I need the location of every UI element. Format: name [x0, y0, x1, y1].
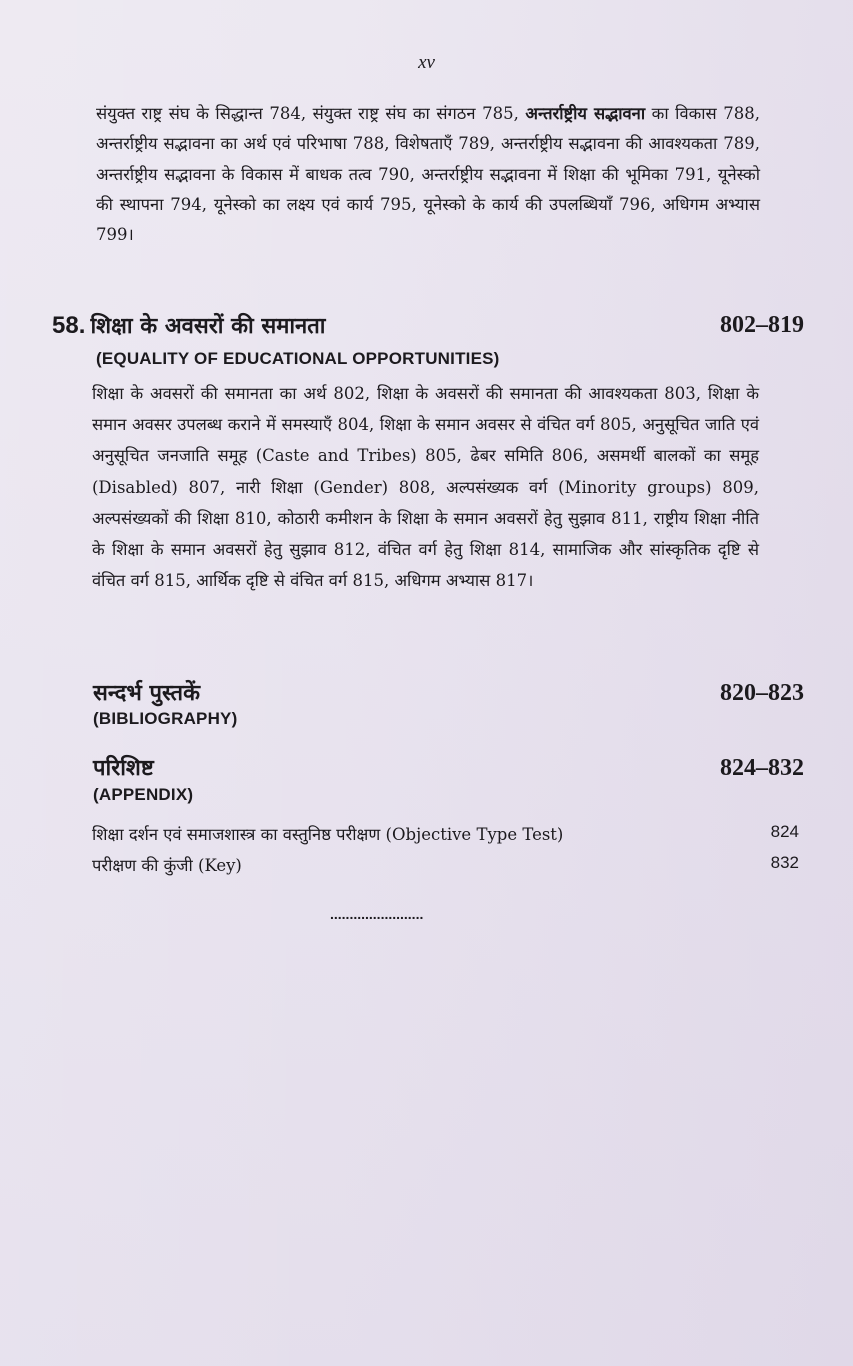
- chapter-description: शिक्षा के अवसरों की समानता का अर्थ 802, शिक्षा के अवसरों की समानता की आवश्यकता 803, शिक्षा के समान अवसर उपलब्ध कराने में समस्याएँ 804, शिक्षा के समान अवसर से वंचित वर्ग 805, अनुसूचित जाति एवं अनुसूचित जनजाति समूह (Caste and Tribes) 805, ढेबर समिति 806, असमर्थी बालकों का समूह (Disabled) 807, नारी शिक्षा (Gender) 808, अल्पसंख्यक वर्ग (Minority groups) 809, अल्पसंख्यकों की शिक्षा 810, कोठारी कमीशन के शिक्षा के समान अवसरों हेतु सुझाव 811, राष्ट्रीय शिक्षा नीति के शिक्षा के समान अवसरों हेतु सुझाव 812, वंचित वर्ग हेतु शिक्षा 814, सामाजिक और सांस्कृतिक दृष्टि से वंचित वर्ग 815, आर्थिक दृष्टि से वंचित वर्ग 815, अधिगम अभ्यास 817।: [92, 384, 759, 591]
- intro-bold-term: अन्तर्राष्ट्रीय सद्भावना: [525, 104, 646, 123]
- bibliography-english-title: (BIBLIOGRAPHY): [93, 709, 238, 728]
- chapter-title: शिक्षा के अवसरों की समानता: [90, 313, 326, 339]
- chapter-pages: 802–819: [720, 312, 804, 338]
- end-separator: ........................: [330, 906, 424, 922]
- intro-text-2: का विकास 788, अन्तर्राष्ट्रीय सद्भावना का अर्थ एवं परिभाषा 788, विशेषताएँ 789, अन्तर्राष्ट्रीय सद्भावना की आवश्यकता 789, अन्तर्राष्ट्रीय सद्भावना के विकास में बाधक तत्व 790, अन्तर्राष्ट्रीय सद्भावना में शिक्षा की भूमिका 791, यूनेस्को की स्थापना 794, यूनेस्को का लक्ष्य एवं कार्य 795, यूनेस्को के कार्य की उपलब्धियाँ 796, अधिगम अभ्यास 799।: [96, 104, 761, 245]
- chapter-heading: [52, 310, 804, 344]
- intro-text-1: संयुक्त राष्ट्र संघ के सिद्धान्त 784, संयुक्त राष्ट्र संघ का संगठन 785,: [96, 104, 526, 123]
- chapter-english-title: (EQUALITY OF EDUCATIONAL OPPORTUNITIES): [96, 349, 500, 368]
- bibliography-pages: 820–823: [720, 680, 804, 706]
- appendix-entry-page: 832: [770, 853, 799, 872]
- appendix-pages: 824–832: [720, 755, 804, 781]
- bibliography-title: सन्दर्भ पुस्तकें: [93, 680, 200, 706]
- appendix-entry-page: 824: [770, 822, 799, 841]
- chapter-number: 58.: [52, 312, 86, 339]
- appendix-entry: [92, 853, 799, 876]
- appendix-entry-label: परीक्षण की कुंजी (Key): [92, 856, 242, 875]
- appendix-title: परिशिष्ट: [93, 755, 154, 781]
- appendix-english-title: (APPENDIX): [93, 785, 194, 804]
- page-number: xv: [418, 52, 435, 73]
- appendix-entry-label: शिक्षा दर्शन एवं समाजशास्त्र का वस्तुनिष्ठ परीक्षण (Objective Type Test): [92, 825, 564, 844]
- intro-paragraph: [96, 99, 760, 250]
- appendix-entry: [92, 822, 799, 845]
